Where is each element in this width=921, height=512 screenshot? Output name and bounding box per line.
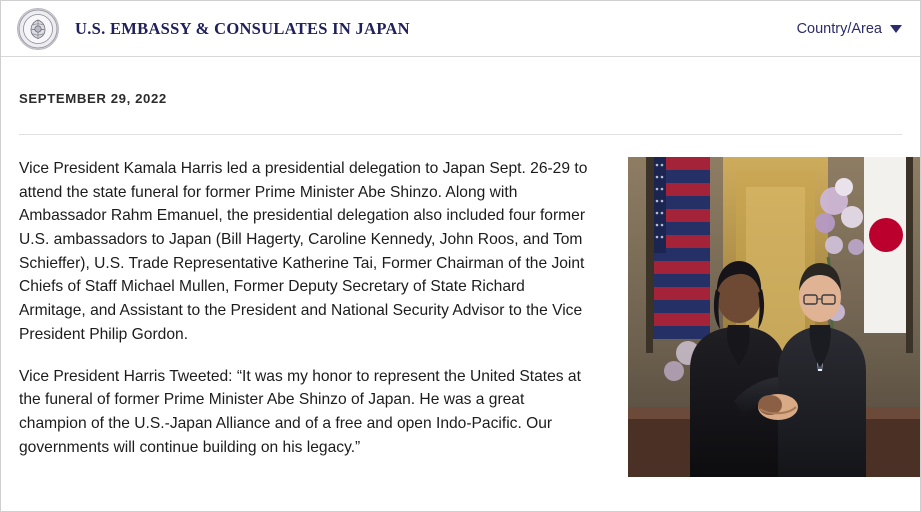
article-paragraph: Vice President Harris Tweeted: “It was my honor to represent the United States at the funeral of former Prime Minister Abe Shinzo of Japan. He was a great champion of the U.S.-Japan Alliance and of a free and open Indo-Pacific. Our governments will continue building on his legacy.” [19, 367, 581, 456]
article-body [19, 157, 594, 477]
article-photo [628, 157, 921, 477]
site-brand-title: U.S. EMBASSY & CONSULATES IN JAPAN [75, 18, 410, 38]
article-content [19, 157, 902, 477]
article-figure [628, 157, 921, 477]
article-divider [19, 134, 902, 135]
chevron-down-icon [890, 25, 902, 33]
article-paragraph: Vice President Kamala Harris led a presidential delegation to Japan Sept. 26-29 to attend the state funeral for former Prime Minister Abe Shinzo. Along with Ambassador Rahm Emanuel, the presidential delegation also included four former U.S. ambassadors to Japan (Bill Hagerty, Caroline Kennedy, John Roos, and Tom Schieffer), U.S. Trade Representative Katherine Tai, Former Chairman of the Joint Chiefs of Staff Michael Mullen, Former Deputy Secretary of State Richard Armitage, and Assistant to the President and National Security Advisor to the Vice President Philip Gordon. [19, 160, 588, 343]
site-header [1, 1, 920, 57]
article [1, 91, 920, 477]
us-department-of-state-seal-icon [17, 8, 59, 50]
article-date: SEPTEMBER 29, 2022 [19, 91, 167, 106]
country-area-selector[interactable] [797, 21, 902, 37]
country-area-label: Country/Area [796, 20, 882, 37]
